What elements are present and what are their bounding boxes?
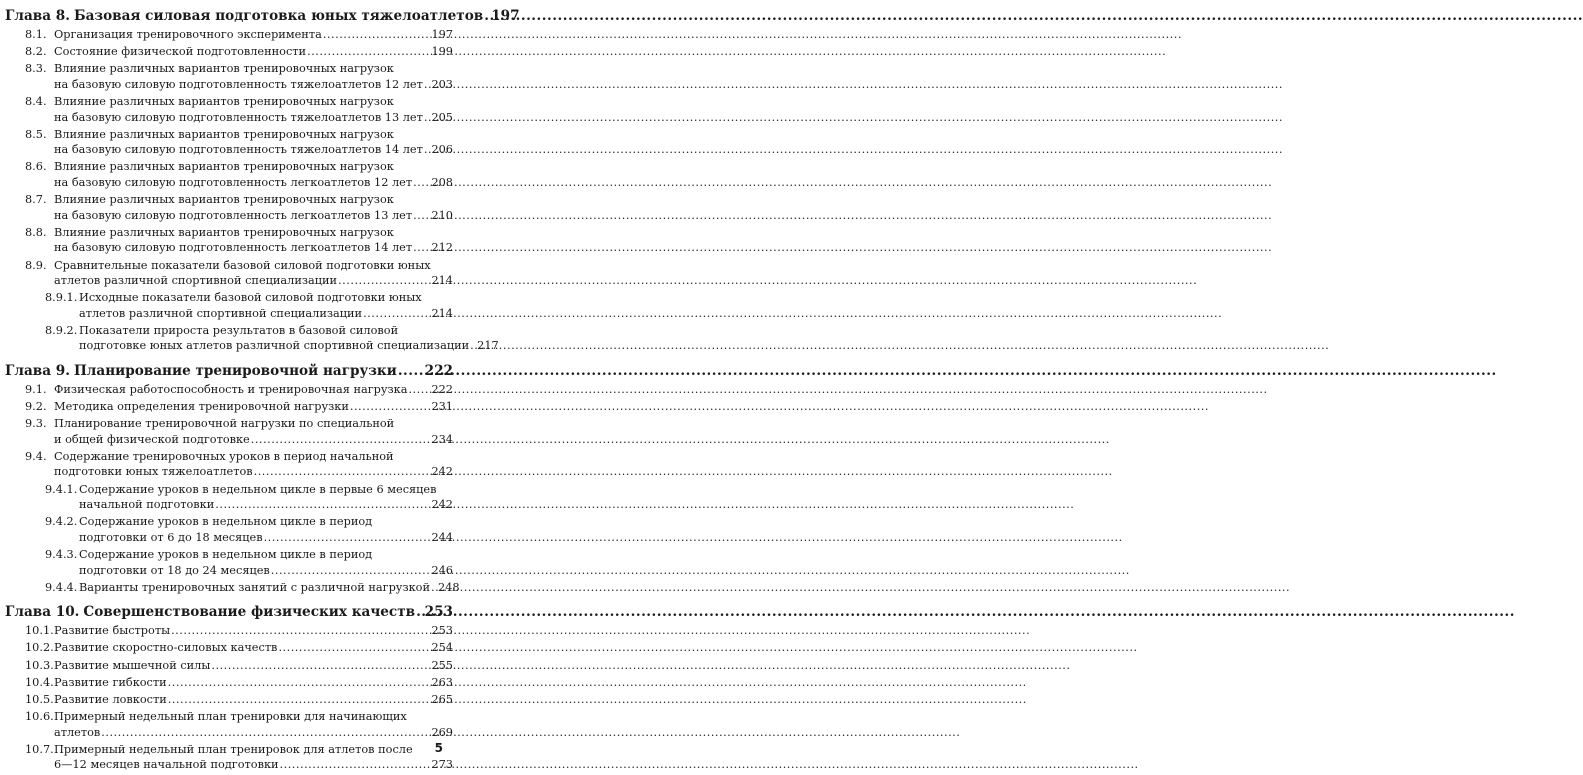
toc-entry-number: 10.4. <box>25 675 54 689</box>
toc-entry-text: подготовке юных атлетов различной спортивной специализации <box>79 339 470 353</box>
toc-entry-title <box>79 323 499 354</box>
toc-entry-text: на базовую силовую подготовленность легкоатлетов 14 лет <box>54 241 413 255</box>
toc-page-number: 231 <box>431 400 453 414</box>
toc-entry-title <box>54 192 453 223</box>
toc-subsubsection-entry <box>5 547 453 578</box>
toc-entry-text: Базовая силовая подготовка юных тяжелоатлетов <box>73 8 484 24</box>
toc-entry-line <box>73 6 520 26</box>
toc-entry-title <box>54 225 453 256</box>
toc-entry-title <box>54 742 453 773</box>
toc-dot-leader <box>424 77 431 93</box>
toc-entry-text: на базовую силовую подготовленность тяжелоатлетов 12 лет <box>54 77 423 91</box>
toc-section-entry <box>5 225 453 256</box>
toc-dot-leader <box>215 497 430 513</box>
toc-page-number: 263 <box>431 675 453 689</box>
toc-entry-number: 9.4.1. <box>45 482 78 496</box>
toc-entry-line <box>54 399 453 415</box>
toc-entry-title <box>54 258 453 289</box>
toc-dot-leader <box>470 338 476 354</box>
toc-entry-number: 9.2. <box>25 400 47 414</box>
toc-page-number: 199 <box>431 45 453 59</box>
toc-entry-line <box>54 175 453 191</box>
toc-entry-title <box>54 692 453 708</box>
toc-entry-line <box>79 580 460 596</box>
toc-section-entry <box>5 94 453 125</box>
toc-section-entry <box>5 44 453 60</box>
toc-entry-title <box>79 580 460 596</box>
toc-section-entry <box>5 416 453 447</box>
toc-entry-text: атлетов различной спортивной специализации <box>79 306 363 320</box>
toc-entry-text: 6—12 месяцев начальной подготовки <box>54 758 279 772</box>
toc-dot-leader <box>350 399 431 415</box>
toc-entry-line <box>54 240 453 256</box>
toc-entry-text: начальной подготовки <box>79 498 215 512</box>
toc-section-entry <box>5 258 453 289</box>
toc-entry-title <box>54 623 453 639</box>
toc-entry-line <box>79 290 453 306</box>
toc-subsubsection-entry <box>5 290 453 321</box>
toc-entry-title <box>54 709 453 740</box>
toc-entry-line <box>79 514 453 530</box>
toc-entry-text: на базовую силовую подготовленность легкоатлетов 12 лет <box>54 175 413 189</box>
toc-entry-number: Глава 9. <box>5 362 70 379</box>
toc-entry-line <box>54 742 453 758</box>
toc-page-number: 253 <box>424 604 453 621</box>
toc-page-number: 265 <box>431 692 453 706</box>
toc-page-number: 217 <box>477 339 499 353</box>
toc-entry-line <box>54 27 453 43</box>
toc-entry-title <box>79 290 453 321</box>
toc-entry-title <box>54 449 453 480</box>
toc-page-number: 246 <box>431 563 453 577</box>
toc-entry-line <box>54 432 453 448</box>
toc-page-number: 212 <box>431 241 453 255</box>
toc-entry-text: на базовую силовую подготовленность тяжелоатлетов 14 лет <box>54 143 423 157</box>
toc-entry-number: 10.6. <box>25 710 54 724</box>
toc-entry-number: 8.7. <box>25 193 47 207</box>
toc-page-number: 255 <box>431 658 453 672</box>
toc-dot-leader <box>413 175 430 191</box>
toc-entry-line <box>54 623 453 639</box>
toc-entry-title <box>79 547 453 578</box>
toc-entry-number: 8.6. <box>25 160 47 174</box>
toc-chapter-heading <box>5 361 453 381</box>
toc-entry-text: Методика определения тренировочной нагрузки <box>54 400 349 414</box>
toc-subsubsection-entry <box>5 514 453 545</box>
toc-section-entry <box>5 399 453 415</box>
toc-entry-text: Влияние различных вариантов тренировочных нагрузок <box>54 193 394 207</box>
toc-entry-text: Развитие мышечной силы <box>54 658 211 672</box>
toc-dot-leader <box>101 725 430 741</box>
toc-entry-text: Влияние различных вариантов тренировочных нагрузок <box>54 95 394 109</box>
toc-section-entry <box>5 640 453 656</box>
toc-entry-title <box>54 94 453 125</box>
toc-entry-text: Примерный недельный план тренировки для начинающих <box>54 710 407 724</box>
toc-page-number: 208 <box>431 175 453 189</box>
toc-entry-number: 9.1. <box>25 382 47 396</box>
toc-dot-leader <box>280 757 431 773</box>
toc-dot-leader <box>408 382 430 398</box>
toc-page-number: 210 <box>431 208 453 222</box>
toc-entry-text: Примерный недельный план тренировок для атлетов после <box>54 742 413 756</box>
toc-page-number: 197 <box>491 8 520 24</box>
toc-entry-line <box>79 338 499 354</box>
toc-entry-number: 10.7. <box>25 742 54 756</box>
toc-entry-text: Показатели прироста результатов в базовой силовой <box>79 323 399 337</box>
toc-entry-number: 8.3. <box>25 62 47 76</box>
toc-dot-leader <box>484 6 490 26</box>
toc-dot-leader <box>323 27 431 43</box>
toc-entry-text: Содержание уроков в недельном цикле в период <box>79 548 373 561</box>
toc-entry-line <box>54 225 453 241</box>
toc-section-entry <box>5 675 453 691</box>
toc-entry-number: 8.9.1. <box>45 291 78 305</box>
toc-entry-text: Развитие быстроты <box>54 624 171 638</box>
toc-section-entry <box>5 742 453 773</box>
toc-entry-text: на базовую силовую подготовленность легкоатлетов 13 лет <box>54 208 413 222</box>
toc-entry-text: Состояние физической подготовленности <box>54 45 307 59</box>
toc-entry-title <box>73 6 520 26</box>
table-of-contents <box>5 6 520 775</box>
toc-page-number: 248 <box>438 580 460 594</box>
toc-entry-title <box>54 27 453 43</box>
toc-dot-leader <box>431 580 437 596</box>
toc-entry-text: Планирование тренировочной нагрузки по специальной <box>54 417 395 431</box>
toc-section-entry <box>5 623 453 639</box>
toc-entry-title <box>54 640 453 656</box>
toc-entry-line <box>54 273 453 289</box>
toc-entry-text: Планирование тренировочной нагрузки <box>73 362 397 379</box>
toc-entry-text: Развитие ловкости <box>54 692 167 706</box>
toc-page-number: 222 <box>424 362 453 379</box>
toc-section-entry <box>5 382 453 398</box>
toc-entry-line <box>79 530 453 546</box>
toc-entry-text: Организация тренировочного эксперимента <box>54 28 322 41</box>
toc-entry-text: Совершенствование физических качеств <box>83 604 416 621</box>
toc-dot-leader <box>278 640 430 656</box>
toc-entry-text: Влияние различных вариантов тренировочных нагрузок <box>54 225 394 239</box>
toc-entry-number: 8.4. <box>25 95 47 109</box>
toc-page-number: 197 <box>431 28 453 41</box>
toc-page-number: 214 <box>431 306 453 320</box>
toc-entry-line <box>54 258 453 274</box>
toc-subsubsection-entry <box>5 323 499 354</box>
toc-entry-number: 9.4. <box>25 449 47 463</box>
toc-dot-leader <box>168 692 431 708</box>
toc-entry-text: и общей физической подготовке <box>54 432 250 446</box>
toc-section-entry <box>5 658 453 674</box>
toc-entry-title <box>79 514 453 545</box>
toc-section-entry <box>5 692 453 708</box>
toc-entry-line <box>54 725 453 741</box>
toc-entry-title <box>54 127 453 158</box>
toc-page-number: 269 <box>431 725 453 739</box>
toc-page-number: 214 <box>431 274 453 287</box>
toc-entry-text: Варианты тренировочных занятий с различной нагрузкой <box>79 580 431 594</box>
toc-dot-leader <box>413 240 430 256</box>
toc-entry-line <box>54 61 453 77</box>
toc-dot-leader <box>398 361 424 381</box>
toc-entry-line <box>54 709 453 725</box>
toc-entry-number: 9.4.4. <box>45 580 78 594</box>
toc-entry-line <box>54 658 453 674</box>
toc-entry-line <box>54 757 453 773</box>
toc-entry-text: Развитие гибкости <box>54 675 167 689</box>
toc-section-entry <box>5 159 453 190</box>
toc-entry-number: 8.1. <box>25 28 47 41</box>
toc-page-number: 222 <box>431 382 453 396</box>
toc-subsubsection-entry <box>5 482 453 513</box>
toc-entry-number: 10.1. <box>25 624 54 638</box>
toc-entry-title <box>83 602 453 622</box>
toc-entry-text: подготовки юных тяжелоатлетов <box>54 465 253 479</box>
toc-entry-title <box>54 159 453 190</box>
toc-page-number: 242 <box>431 465 453 479</box>
toc-entry-text: Влияние различных вариантов тренировочных нагрузок <box>54 62 394 76</box>
toc-entry-line <box>54 675 453 691</box>
toc-subsubsection-entry <box>5 580 460 596</box>
toc-chapter-heading <box>5 602 453 622</box>
toc-entry-number: Глава 10. <box>5 604 80 621</box>
toc-entry-number: 10.5. <box>25 692 54 706</box>
toc-entry-line <box>54 77 453 93</box>
toc-page-number: 242 <box>431 498 453 512</box>
toc-entry-line <box>54 142 453 158</box>
toc-entry-text: подготовки от 18 до 24 месяцев <box>79 563 270 577</box>
toc-entry-number: 9.4.3. <box>45 548 78 561</box>
toc-section-entry <box>5 61 453 92</box>
toc-entry-line <box>54 110 453 126</box>
toc-entry-line <box>54 382 453 398</box>
toc-section-entry <box>5 127 453 158</box>
toc-dot-leader <box>413 208 430 224</box>
toc-dot-leader <box>424 142 431 158</box>
toc-entry-line <box>54 127 453 143</box>
toc-dot-leader <box>416 602 424 622</box>
toc-entry-line <box>79 563 453 579</box>
toc-entry-line <box>79 306 453 322</box>
toc-entry-text: атлетов различной спортивной специализации <box>54 274 338 287</box>
toc-dot-leader <box>363 306 430 322</box>
toc-entry-number: 9.4.2. <box>45 515 78 529</box>
toc-entry-title <box>54 399 453 415</box>
toc-page-number: 205 <box>431 110 453 124</box>
toc-dot-leader <box>264 530 431 546</box>
toc-entry-text: Развитие скоростно-силовых качеств <box>54 641 278 655</box>
toc-section-entry <box>5 192 453 223</box>
toc-entry-title <box>54 658 453 674</box>
toc-entry-line <box>54 692 453 708</box>
toc-page-number: 206 <box>431 143 453 157</box>
toc-entry-number: 9.3. <box>25 417 47 431</box>
toc-section-entry <box>5 27 453 43</box>
toc-section-entry <box>5 709 453 740</box>
toc-dot-leader <box>251 432 431 448</box>
toc-entry-title <box>79 482 453 513</box>
toc-entry-line <box>54 464 453 480</box>
toc-entry-line <box>54 94 453 110</box>
toc-dot-leader <box>271 563 431 579</box>
toc-entry-number: 8.2. <box>25 45 47 59</box>
toc-page-number: 273 <box>431 758 453 772</box>
toc-entry-number: 8.5. <box>25 127 47 141</box>
toc-entry-text: Влияние различных вариантов тренировочных нагрузок <box>54 127 394 141</box>
toc-page-number: 254 <box>431 641 453 655</box>
toc-entry-text: Сравнительные показатели базовой силовой подготовки юных <box>54 258 431 272</box>
toc-entry-title <box>54 675 453 691</box>
toc-page-number: 253 <box>431 624 453 638</box>
toc-entry-number: Глава 8. <box>5 8 70 24</box>
toc-entry-text: Исходные показатели базовой силовой подготовки юных <box>79 291 422 305</box>
toc-dot-leader <box>338 273 430 289</box>
toc-entry-line <box>79 482 453 498</box>
toc-entry-text: на базовую силовую подготовленность тяжелоатлетов 13 лет <box>54 110 423 124</box>
toc-dot-leader <box>168 675 431 691</box>
toc-page-number: 203 <box>431 77 453 91</box>
toc-entry-line <box>54 159 453 175</box>
toc-entry-text: атлетов <box>54 725 101 739</box>
toc-entry-text: Содержание уроков в недельном цикле в период <box>79 515 373 529</box>
toc-entry-line <box>74 361 453 381</box>
toc-entry-line <box>54 640 453 656</box>
toc-page-number: 234 <box>431 432 453 446</box>
toc-entry-line <box>83 602 453 622</box>
toc-entry-title <box>54 44 453 60</box>
toc-chapter-heading <box>5 6 520 26</box>
toc-entry-number: 8.8. <box>25 225 47 239</box>
toc-entry-text: подготовки от 6 до 18 месяцев <box>79 530 263 544</box>
toc-dot-leader <box>211 658 430 674</box>
toc-dot-leader <box>254 464 431 480</box>
toc-entry-title <box>54 382 453 398</box>
toc-entry-title <box>54 61 453 92</box>
toc-section-entry <box>5 449 453 480</box>
toc-entry-text: Влияние различных вариантов тренировочных нагрузок <box>54 160 394 174</box>
toc-entry-line <box>54 449 453 465</box>
toc-dot-leader <box>171 623 430 639</box>
toc-entry-line <box>54 208 453 224</box>
toc-entry-line <box>54 192 453 208</box>
toc-dot-leader <box>424 110 431 126</box>
toc-dot-leader <box>307 44 430 60</box>
toc-entry-text: Физическая работоспособность и тренировочная нагрузка <box>54 382 408 396</box>
toc-entry-line <box>54 416 453 432</box>
toc-entry-text: Содержание тренировочных уроков в период начальной <box>54 449 394 463</box>
toc-entry-number: 8.9.2. <box>45 323 78 337</box>
toc-entry-line <box>54 44 453 60</box>
toc-entry-number: 8.9. <box>25 258 47 272</box>
toc-entry-line <box>79 547 453 563</box>
toc-entry-line <box>79 497 453 513</box>
toc-entry-line <box>79 323 453 339</box>
page-number: 5 <box>434 741 443 755</box>
toc-entry-number: 10.3. <box>25 658 54 672</box>
toc-entry-title <box>54 416 453 447</box>
toc-entry-text: Содержание уроков в недельном цикле в первые 6 месяцев <box>79 482 437 496</box>
toc-entry-title <box>74 361 453 381</box>
toc-entry-number: 10.2. <box>25 641 54 655</box>
toc-page-number: 244 <box>431 530 453 544</box>
